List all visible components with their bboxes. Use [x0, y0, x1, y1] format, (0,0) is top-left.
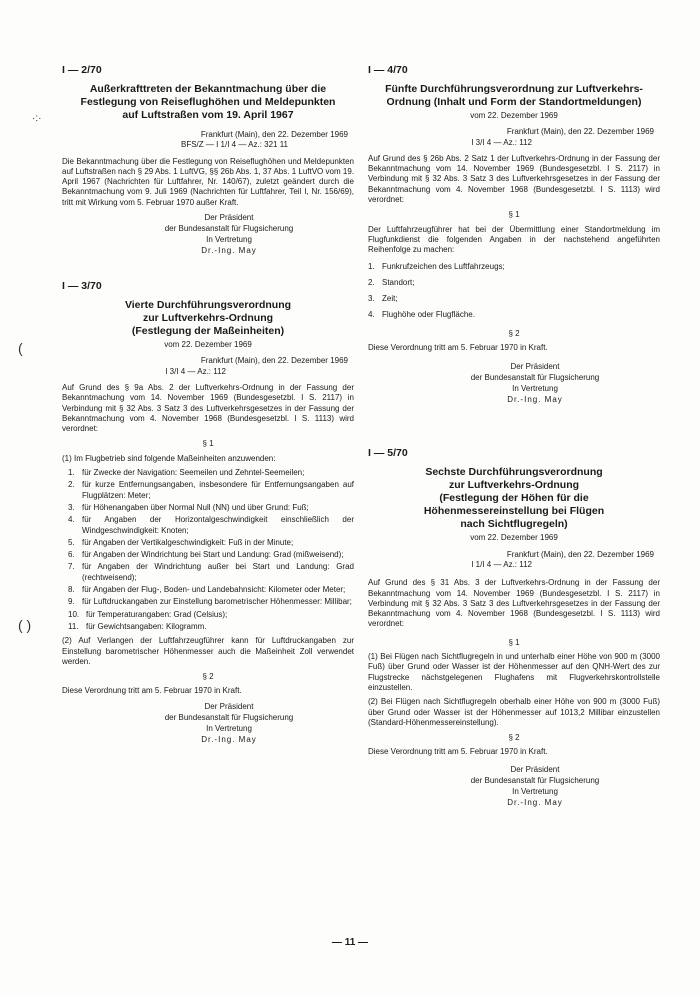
section-title: Außerkrafttreten der Bekanntmachung über die Festlegung von Reiseflughöhen und Meldepunkten auf Luftstraßen vom 19. April 1967: [80, 83, 336, 121]
section-date: vom 22. Dezember 1969: [470, 111, 558, 120]
paragraph-text: (1) Bei Flügen nach Sichtflugregeln in und unterhalb einer Höhe von 900 m (3000 Fuß) über Grund oder Wasser ist der Höhenmesser auf den QNH-Wert des zur Flugstrecke nächstgelegenen Flughafens mit Flugverkehrskontrollstelle einzustellen.: [368, 652, 660, 692]
paragraph-lead: (1) Im Flugbetrieb sind folgende Maßeinheiten anzuwenden:: [62, 453, 276, 463]
list-item: [68, 538, 354, 548]
announcement-i-2-70: [62, 64, 354, 256]
item-text: Funkrufzeichen des Luftfahrzeugs;: [382, 261, 505, 271]
list-item: [68, 562, 354, 583]
item-number: 2.: [368, 277, 375, 287]
reference-file-number: I 3/I 4 — Az.: 112: [165, 366, 226, 376]
effective-date-text: Diese Verordnung tritt am 5. Februar 1970 in Kraft.: [62, 686, 242, 696]
item-text: für Angaben der Flug-, Boden- und Landebahnsicht: Kilometer oder Meter;: [82, 585, 346, 595]
list-item: [368, 262, 660, 272]
right-column: [368, 64, 660, 808]
paragraph-sign: § 1: [202, 439, 214, 449]
paragraph-text: (2) Bei Flügen nach Sichtflugregeln oberhalb einer Höhe von 900 m (3000 Fuß) über Grund oder Wasser ist der Höhenmesser auf 1013,2 Millibar einzustellen (Standard-Höhenmessereinstellung).: [368, 697, 660, 727]
regulation-i-4-70: [368, 64, 660, 405]
paragraph-text: (2) Auf Verlangen der Luftfahrzeugführer kann für Luftdruckangaben zur Einstellung barometrischer Höhenmesser auch die Maßeinheit Zoll verwendet werden.: [62, 636, 354, 666]
item-text: für Höhenangaben über Normal Null (NN) und über Grund: Fuß;: [82, 502, 309, 512]
signature-line: der Bundesanstalt für Flugsicherung: [470, 373, 600, 383]
item-text: für Angaben der Horizontalgeschwindigkeit einschließlich der Windgeschwindigkeit: Knoten;: [82, 515, 354, 535]
signature-line: In Vertretung: [512, 786, 558, 796]
signature-block: [62, 701, 354, 745]
item-number: 1.: [68, 468, 75, 478]
signature-name: Dr.-Ing. May: [507, 797, 563, 807]
reference-place-date: Frankfurt (Main), den 22. Dezember 1969: [200, 356, 348, 366]
signature-line: In Vertretung: [206, 723, 252, 733]
paragraph-sign: § 2: [202, 672, 214, 682]
signature-block: [368, 361, 660, 405]
item-number: 10.: [68, 609, 80, 619]
item-text: für kurze Entfernungsangaben, insbesondere für Entfernungsangaben auf Flugplätzen: Meter;: [82, 480, 354, 500]
item-number: 8.: [68, 585, 75, 595]
regulation-i-3-70: [62, 280, 354, 745]
section-date: vom 22. Dezember 1969: [470, 533, 558, 543]
list-item: [68, 550, 354, 560]
list-item: [68, 480, 354, 501]
item-text: Zeit;: [382, 294, 398, 304]
reference-file-number: BFS/Z — I 1/I 4 — Az.: 321 11: [180, 140, 288, 150]
signature-line: In Vertretung: [206, 235, 252, 245]
reference-place-date: Frankfurt (Main), den 22. Dezember 1969: [506, 127, 654, 137]
signature-name: Dr.-Ing. May: [201, 246, 257, 256]
report-items-list: [368, 262, 660, 321]
reference-line: [368, 127, 660, 148]
section-title: Sechste Durchführungsverordnung zur Luftverkehrs-Ordnung (Festlegung der Höhen für die Höhenmessereinstellung bei Flügen nach Sichtflugregeln): [423, 466, 605, 531]
regulation-i-5-70: [368, 447, 660, 807]
signature-line: der Bundesanstalt für Flugsicherung: [164, 712, 294, 722]
section-code: I — 4/70: [368, 64, 408, 76]
list-item: [368, 294, 660, 304]
item-text: für Angaben der Windrichtung außer bei Start und Landung: Grad (rechtweisend);: [82, 562, 354, 582]
intro-text: Auf Grund des § 31 Abs. 3 der Luftverkehrs-Ordnung in der Fassung der Bekanntmachung vom 14. November 1969 (Bundesgesetzbl. I S. 2117) in Verbindung mit § 32 Abs. 3 Satz 3 des Luftverkehrsgesetzes in der Fassung der Bekanntmachung vom 4. November 1968 (Bundesgesetzbl. I S. 1113) wird verordnet:: [368, 578, 660, 629]
hole-punch-mark: ( ): [18, 617, 32, 633]
list-item: [68, 610, 354, 620]
signature-line: der Bundesanstalt für Flugsicherung: [164, 224, 294, 234]
list-item: [68, 597, 354, 607]
item-number: 2.: [68, 480, 75, 490]
signature-block: [368, 764, 660, 808]
reference-file-number: I 3/I 4 — Az.: 112: [471, 137, 532, 147]
signature-line: Der Präsident: [510, 362, 560, 372]
signature-line: Der Präsident: [510, 764, 560, 774]
signature-line: der Bundesanstalt für Flugsicherung: [470, 775, 600, 785]
signature-block: [62, 212, 354, 256]
item-number: 1.: [368, 261, 375, 271]
reference-place-date: Frankfurt (Main), den 22. Dezember 1969: [506, 549, 654, 559]
list-item: [68, 515, 354, 536]
signature-line: In Vertretung: [512, 384, 558, 394]
paragraph-sign: § 1: [508, 637, 520, 647]
item-number: 11.: [68, 621, 79, 631]
item-number: 3.: [368, 294, 375, 304]
reference-place-date: Frankfurt (Main), den 22. Dezember 1969: [200, 130, 348, 139]
item-text: für Angaben der Vertikalgeschwindigkeit: Fuß in der Minute;: [82, 537, 294, 547]
section-title: Fünfte Durchführungsverordnung zur Luftverkehrs-Ordnung (Inhalt und Form der Standortmeldungen): [385, 83, 643, 108]
signature-name: Dr.-Ing. May: [201, 734, 257, 744]
item-number: 4.: [368, 310, 375, 320]
hole-punch-mark: (: [18, 340, 23, 356]
signature-line: Der Präsident: [204, 701, 254, 711]
reference-line: [368, 550, 660, 571]
paragraph-sign: § 1: [508, 210, 520, 220]
list-item: [68, 585, 354, 595]
list-item: [68, 468, 354, 478]
list-item: [368, 278, 660, 288]
signature-name: Dr.-Ing. May: [507, 395, 563, 405]
effective-date-text: Diese Verordnung tritt am 5. Februar 1970 in Kraft.: [368, 343, 548, 353]
section-code: I — 5/70: [368, 447, 408, 460]
reference-line: [62, 356, 354, 377]
intro-text: Auf Grund des § 26b Abs. 2 Satz 1 der Luftverkehrs-Ordnung in der Fassung der Bekanntmachung vom 14. November 1969 (Bundesgesetzbl. I S. 2117) in Verbindung mit § 32 Abs. 3 Satz 3 des Luftverkehrsgesetzes in der Fassung der Bekanntmachung vom 4. November 1968 (Bundesgesetzbl. I S. 1113) wird verordnet:: [368, 153, 660, 205]
item-number: 9.: [68, 597, 75, 607]
signature-line: Der Präsident: [204, 213, 254, 223]
page-number: — 11 —: [331, 937, 369, 948]
intro-text: Auf Grund des § 9a Abs. 2 der Luftverkehrs-Ordnung in der Fassung der Bekanntmachung vom 14. November 1969 (Bundesgesetzbl. I S. 2117) in Verbindung mit § 32 Abs. 3 Satz 3 des Luftverkehrsgesetzes in der Fassung der Bekanntmachung vom 4. November 1968 (Bundesgesetzbl. I S. 1113) wird verordnet:: [62, 382, 354, 434]
section-code: I — 2/70: [62, 64, 102, 76]
item-number: 3.: [68, 502, 75, 512]
item-number: 5.: [68, 537, 75, 547]
item-text: für Zwecke der Navigation: Seemeilen und Zehntel-Seemeilen;: [82, 468, 305, 478]
item-number: 6.: [68, 550, 75, 560]
item-text: für Temperaturangaben: Grad (Celsius);: [86, 609, 228, 619]
reference-file-number: I 1/I 4 — Az.: 112: [471, 559, 532, 569]
list-item: [368, 310, 660, 320]
section-date: vom 22. Dezember 1969: [164, 340, 252, 350]
item-text: Standort;: [382, 277, 415, 287]
paragraph-text: Der Luftfahrzeugführer hat bei der Übermittlung einer Standortmeldung im Flugfunkdienst die folgenden Angaben in der nachstehend angeführten Reihenfolge zu machen:: [368, 224, 660, 255]
item-text: Flughöhe oder Flugfläche.: [382, 310, 475, 320]
reference-line: [62, 130, 354, 151]
effective-date-text: Diese Verordnung tritt am 5. Februar 1970 in Kraft.: [368, 747, 548, 757]
units-list: [62, 468, 354, 632]
item-number: 7.: [68, 562, 75, 572]
paragraph-sign: § 2: [508, 328, 520, 338]
item-text: für Angaben der Windrichtung bei Start und Landung: Grad (mißweisend);: [82, 550, 344, 560]
item-text: für Luftdruckangaben zur Einstellung barometrischer Höhenmesser: Millibar;: [82, 597, 352, 607]
left-column: [62, 64, 354, 745]
item-text: für Gewichtsangaben: Kilogramm.: [86, 621, 207, 631]
body-text: Die Bekanntmachung über die Festlegung von Reiseflughöhen und Meldepunkten auf Luftstraßen nach § 29 Abs. 1 LuftVG, §§ 26b Abs. 1, 37 Abs. 1 LuftVO vom 19. April 1967 (Nachrichten für Luftfahrer, Nr. 140/67), zuletzt geändert durch die Bekanntmachung vom 9. Juli 1969 (Nachrichten für Luftfahrer, Teil I, Nr. 156/69), tritt mit Wirkung vom 5. Februar 1970 außer Kraft.: [62, 156, 354, 207]
scan-mark: ·:·: [32, 113, 42, 124]
item-number: 4.: [68, 515, 75, 525]
paragraph-sign: § 2: [508, 733, 520, 743]
section-title: Vierte Durchführungsverordnung zur Luftverkehrs-Ordnung (Festlegung der Maßeinheiten): [124, 299, 292, 338]
section-code: I — 3/70: [62, 280, 102, 293]
list-item: [68, 622, 354, 632]
list-item: [68, 503, 354, 513]
